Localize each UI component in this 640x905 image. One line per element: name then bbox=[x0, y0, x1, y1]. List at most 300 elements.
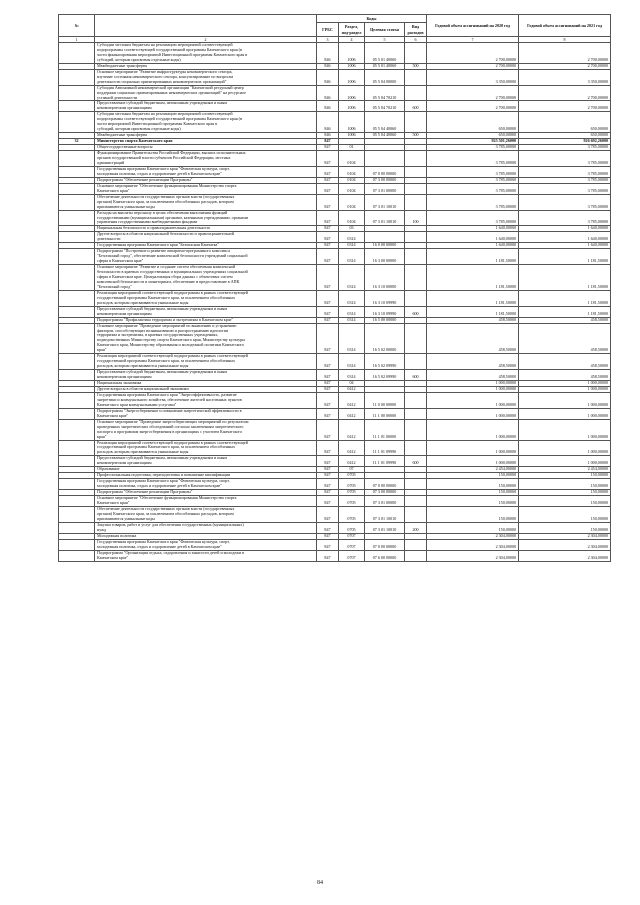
row-target-article: 07 3 00 00000 bbox=[365, 490, 405, 496]
row-amount-2021: 1 181,50000 bbox=[519, 265, 611, 291]
row-number bbox=[59, 232, 95, 243]
row-name-line: молодежная политика, отдых и оздоровление детей в Камчатском крае" bbox=[97, 543, 222, 549]
row-number bbox=[59, 43, 95, 64]
row-section: 1006 bbox=[339, 112, 365, 133]
row-amount-2020: 1 640,00000 bbox=[427, 243, 519, 249]
row-name bbox=[95, 101, 317, 112]
row-grbs: 847 bbox=[317, 506, 339, 522]
table-row bbox=[59, 440, 611, 456]
row-target-article: 07 0 00 00000 bbox=[365, 166, 405, 177]
row-number bbox=[59, 249, 95, 265]
row-name-line: субсидий, которым присвоены отдельные коды) bbox=[97, 56, 181, 62]
row-name-line: Государственная программа Камчатского края "Безопасная Камчатка" bbox=[97, 242, 219, 248]
row-grbs: 847 bbox=[317, 210, 339, 226]
row-grbs: 847 bbox=[317, 232, 339, 243]
row-amount-2020: 3 350,00000 bbox=[427, 69, 519, 85]
row-number bbox=[59, 354, 95, 370]
row-amount-2020: 150,00000 bbox=[427, 479, 519, 490]
column-number: 2 bbox=[95, 37, 317, 43]
row-expense-type bbox=[405, 496, 427, 507]
row-name bbox=[95, 43, 317, 64]
row-number bbox=[59, 194, 95, 210]
row-grbs: 847 bbox=[317, 387, 339, 393]
row-name-line: Камчатского края" bbox=[97, 500, 130, 506]
row-target-article: 11 1 01 09990 bbox=[365, 456, 405, 467]
row-amount-2021: 2 304,00000 bbox=[519, 550, 611, 561]
row-section: 0104 bbox=[339, 151, 365, 167]
row-number bbox=[59, 419, 95, 440]
row-expense-type bbox=[405, 539, 427, 550]
row-number bbox=[59, 69, 95, 85]
row-amount-2020: 3 785,00000 bbox=[427, 166, 519, 177]
row-target-article: 11 0 00 00000 bbox=[365, 392, 405, 408]
row-target-article: 16 0 00 00000 bbox=[365, 243, 405, 249]
row-number bbox=[59, 306, 95, 317]
row-expense-type: 500 bbox=[405, 133, 427, 139]
row-target-article: 16 3 00 00000 bbox=[365, 249, 405, 265]
row-amount-2020: 1 181,50000 bbox=[427, 306, 519, 317]
row-name bbox=[95, 194, 317, 210]
row-name-line: Государственная программа Камчатского края "Энергоэффективность, развитие bbox=[97, 392, 237, 397]
row-amount-2021: 458,50000 bbox=[519, 323, 611, 354]
table-row bbox=[59, 522, 611, 533]
row-expense-type bbox=[405, 354, 427, 370]
table-row bbox=[59, 392, 611, 408]
row-section: 04 bbox=[339, 381, 365, 387]
row-expense-type bbox=[405, 265, 427, 291]
row-section: 0104 bbox=[339, 166, 365, 177]
row-number: 32 bbox=[59, 139, 95, 145]
row-number bbox=[59, 539, 95, 550]
row-section: 0707 bbox=[339, 533, 365, 539]
row-grbs: 847 bbox=[317, 145, 339, 151]
row-amount-2021: 3 785,00000 bbox=[519, 210, 611, 226]
row-amount-2020: 150,00000 bbox=[427, 506, 519, 522]
row-name bbox=[95, 69, 317, 85]
row-expense-type bbox=[405, 550, 427, 561]
row-name-line: факторов, способствующих возникновению и распространению идеологии bbox=[97, 327, 229, 333]
row-amount-2021: 150,00000 bbox=[519, 506, 611, 522]
table-row bbox=[59, 323, 611, 354]
table-row bbox=[59, 496, 611, 507]
row-amount-2021: 1 000,00000 bbox=[519, 381, 611, 387]
row-section: 0314 bbox=[339, 354, 365, 370]
row-grbs: 847 bbox=[317, 151, 339, 167]
row-section: 0412 bbox=[339, 392, 365, 408]
row-grbs: 846 bbox=[317, 43, 339, 64]
row-name bbox=[95, 550, 317, 561]
row-name-line: Государственная программа Камчатского края "Физическая культура, спорт, bbox=[97, 539, 230, 544]
row-name bbox=[95, 249, 317, 265]
row-name-line: Обеспечение деятельности государственных органов власти (государственных bbox=[97, 506, 235, 511]
row-grbs: 847 bbox=[317, 354, 339, 370]
row-section: 0705 bbox=[339, 479, 365, 490]
row-amount-2021: 1 640,00000 bbox=[519, 232, 611, 243]
row-amount-2021: 1 181,50000 bbox=[519, 249, 611, 265]
table-row bbox=[59, 370, 611, 381]
row-amount-2020: 2 304,00000 bbox=[427, 533, 519, 539]
row-amount-2020: 3 785,00000 bbox=[427, 145, 519, 151]
row-section: 0412 bbox=[339, 456, 365, 467]
row-number bbox=[59, 101, 95, 112]
row-name-line: нужд bbox=[97, 526, 107, 532]
row-section: 0705 bbox=[339, 506, 365, 522]
row-amount-2021: 1 640,00000 bbox=[519, 226, 611, 232]
row-number bbox=[59, 479, 95, 490]
row-name-line: Профессиональная подготовка, переподготовка и повышение квалификации bbox=[97, 472, 231, 478]
row-expense-type: 500 bbox=[405, 63, 427, 69]
row-section: 0314 bbox=[339, 323, 365, 354]
row-section: 0314 bbox=[339, 317, 365, 323]
row-name-line: присваиваются уникальные коды bbox=[97, 203, 155, 209]
row-amount-2021: 3 785,00000 bbox=[519, 166, 611, 177]
row-name-line: Субсидии местным бюджетам на реализацию мероприятий соответствующей bbox=[97, 42, 233, 47]
row-section: 0705 bbox=[339, 473, 365, 479]
row-name-line: государственной программы Камчатского края, за исключением обособленных bbox=[97, 444, 235, 450]
row-amount-2020: 925 501,26000 bbox=[427, 139, 519, 145]
row-amount-2021: 2 700,00000 bbox=[519, 85, 611, 101]
header-codes: Коды bbox=[317, 15, 427, 23]
row-name bbox=[95, 456, 317, 467]
row-target-article bbox=[365, 151, 405, 167]
row-amount-2020: 3 785,00000 bbox=[427, 210, 519, 226]
row-expense-type: 100 bbox=[405, 210, 427, 226]
row-amount-2021: 1 000,00000 bbox=[519, 440, 611, 456]
row-amount-2021: 150,00000 bbox=[519, 522, 611, 533]
row-amount-2021: 150,00000 bbox=[519, 473, 611, 479]
header-amount-2021: Годовой объем ассигнований на 2021 год bbox=[519, 15, 611, 37]
row-expense-type bbox=[405, 249, 427, 265]
row-name-line: Подпрограмма "Построение и развитие аппаратно-программного комплекса bbox=[97, 248, 231, 254]
row-amount-2021: 150,00000 bbox=[519, 496, 611, 507]
row-name-line: Основное мероприятие "Обеспечение функционирования Министерства спорта bbox=[97, 495, 237, 501]
row-name bbox=[95, 506, 317, 522]
row-amount-2021: 2 700,00000 bbox=[519, 43, 611, 64]
row-name-line: органов) Камчатского края, за исключением обособленных расходов, которым bbox=[97, 198, 234, 204]
row-grbs: 847 bbox=[317, 490, 339, 496]
row-expense-type bbox=[405, 392, 427, 408]
row-section: 0707 bbox=[339, 539, 365, 550]
row-amount-2021: 2 454,00000 bbox=[519, 467, 611, 473]
row-name-line: Подпрограмма "Профилактика терроризма и экстремизма в Камчатском крае" bbox=[97, 317, 234, 322]
row-target-article: 07 3 01 10010 bbox=[365, 210, 405, 226]
row-amount-2021: 458,50000 bbox=[519, 317, 611, 323]
row-section: 0412 bbox=[339, 408, 365, 419]
row-name-line: субсидий, которым присвоены отдельные коды) bbox=[97, 126, 181, 132]
row-grbs: 847 bbox=[317, 177, 339, 183]
row-expense-type bbox=[405, 166, 427, 177]
row-name-line: Предоставление субсидий бюджетным, автономным учреждениям и иным bbox=[97, 306, 227, 311]
row-section: 01 bbox=[339, 145, 365, 151]
row-target-article: 05 5 04 40060 bbox=[365, 133, 405, 139]
row-amount-2020: 1 000,00000 bbox=[427, 392, 519, 408]
row-expense-type bbox=[405, 194, 427, 210]
row-name-line: Другие вопросы в области национальной экономики bbox=[97, 386, 189, 391]
row-section: 0412 bbox=[339, 419, 365, 440]
row-amount-2021: 1 000,00000 bbox=[519, 392, 611, 408]
row-name-line: Субсидия Автономной некоммерческой организации "Камчатский ресурсный центр bbox=[97, 85, 244, 90]
table-row bbox=[59, 43, 611, 64]
row-amount-2021: 2 304,00000 bbox=[519, 533, 611, 539]
row-amount-2021: 3 785,00000 bbox=[519, 151, 611, 167]
row-name-line: подведомственных Министерству спорта Камчатского края, Министерству культуры bbox=[97, 337, 245, 343]
row-amount-2020: 1 000,00000 bbox=[427, 408, 519, 419]
table-row bbox=[59, 85, 611, 101]
row-number bbox=[59, 290, 95, 306]
row-name-line: расходов, которым присваиваются уникальные коды bbox=[97, 363, 189, 369]
row-grbs: 846 bbox=[317, 85, 339, 101]
row-target-article: 07 3 01 00000 bbox=[365, 183, 405, 194]
row-section: 0104 bbox=[339, 183, 365, 194]
row-number bbox=[59, 522, 95, 533]
row-amount-2020: 150,00000 bbox=[427, 496, 519, 507]
row-amount-2020: 458,50000 bbox=[427, 370, 519, 381]
row-name-line: Национальная безопасность и правоохранительная деятельность bbox=[97, 225, 211, 231]
row-target-article: 16 5 00 00000 bbox=[365, 317, 405, 323]
row-amount-2020: 2 304,00000 bbox=[427, 550, 519, 561]
row-expense-type: 600 bbox=[405, 101, 427, 112]
row-number bbox=[59, 265, 95, 291]
row-amount-2021: 3 785,00000 bbox=[519, 177, 611, 183]
table-row bbox=[59, 456, 611, 467]
row-target-article: 16 5 02 09990 bbox=[365, 370, 405, 381]
row-amount-2021: 1 000,00000 bbox=[519, 408, 611, 419]
row-number bbox=[59, 456, 95, 467]
row-target-article: 16 3 10 09990 bbox=[365, 290, 405, 306]
row-name-line: администраций bbox=[97, 159, 125, 165]
row-name-line: Реализация мероприятий соответствующей подпрограммы в рамках соответствующей bbox=[97, 290, 248, 295]
row-name-line: Другие вопросы в области национальной безопасности и правоохранительной bbox=[97, 231, 234, 237]
row-name bbox=[95, 370, 317, 381]
row-grbs: 847 bbox=[317, 370, 339, 381]
row-amount-2020: 1 000,00000 bbox=[427, 440, 519, 456]
row-name-line: Камчатском крае" bbox=[97, 412, 129, 418]
row-grbs: 847 bbox=[317, 194, 339, 210]
budget-table bbox=[58, 14, 611, 562]
row-name-line: Подпрограмма "Обеспечение реализации Программы" bbox=[97, 177, 193, 182]
row-expense-type bbox=[405, 323, 427, 354]
row-section: 0314 bbox=[339, 265, 365, 291]
row-name-line: части финансирования мероприятий Инвестиционной программы Камчатского края в bbox=[97, 51, 248, 57]
row-name-line: "Безопасный город", обеспечение комплексной безопасности учреждений социальной bbox=[97, 253, 248, 259]
table-row bbox=[59, 354, 611, 370]
row-amount-2020: 1 000,00000 bbox=[427, 387, 519, 393]
row-grbs: 847 bbox=[317, 243, 339, 249]
row-expense-type bbox=[405, 183, 427, 194]
row-name bbox=[95, 392, 317, 408]
table-row bbox=[59, 194, 611, 210]
row-number bbox=[59, 506, 95, 522]
row-amount-2021: 3 785,00000 bbox=[519, 183, 611, 194]
row-amount-2020: 458,50000 bbox=[427, 317, 519, 323]
row-grbs: 846 bbox=[317, 133, 339, 139]
row-target-article: 16 3 10 09990 bbox=[365, 306, 405, 317]
row-number bbox=[59, 210, 95, 226]
row-expense-type: 600 bbox=[405, 456, 427, 467]
row-name-line: Предоставление субсидий бюджетным, автономным учреждениям и иным bbox=[97, 100, 227, 106]
row-target-article: 05 5 01 40060 bbox=[365, 63, 405, 69]
row-amount-2020: 3 785,00000 bbox=[427, 194, 519, 210]
row-name bbox=[95, 290, 317, 306]
row-grbs: 847 bbox=[317, 290, 339, 306]
row-expense-type bbox=[405, 232, 427, 243]
row-grbs: 847 bbox=[317, 226, 339, 232]
row-expense-type bbox=[405, 69, 427, 85]
row-name-line: Министерство спорта Камчатского края bbox=[97, 138, 173, 144]
row-name bbox=[95, 479, 317, 490]
row-name-line: Предоставление субсидий бюджетным, автономным учреждениям и иным bbox=[97, 369, 227, 375]
row-amount-2020: 1 181,50000 bbox=[427, 265, 519, 291]
row-grbs: 847 bbox=[317, 249, 339, 265]
row-grbs: 846 bbox=[317, 63, 339, 69]
row-amount-2020: 2 700,00000 bbox=[427, 43, 519, 64]
row-name-line: Национальная экономика bbox=[97, 380, 142, 386]
row-target-article: 16 5 02 00000 bbox=[365, 323, 405, 354]
row-name-line: энергетики и коммунального хозяйства, обеспечение жителей населенных пунктов bbox=[97, 396, 242, 402]
row-grbs: 847 bbox=[317, 440, 339, 456]
row-name-line: Функционирование Правительства Российской Федерации, высших исполнительных bbox=[97, 150, 246, 156]
row-name-line: государственными (муниципальными) органами, казенными учреждениями, органами bbox=[97, 214, 249, 220]
row-target-article: 07 3 01 00000 bbox=[365, 496, 405, 507]
row-amount-2020: 1 181,50000 bbox=[427, 290, 519, 306]
row-name-line: подпрограммы соответствующей государственной программы Камчатского края (в bbox=[97, 46, 242, 52]
row-section: 0104 bbox=[339, 177, 365, 183]
row-name-line: паспорта и программам энергосбережения в организациях с участием Камчатского bbox=[97, 428, 243, 434]
row-name bbox=[95, 210, 317, 226]
row-target-article: 11 1 01 00000 bbox=[365, 419, 405, 440]
row-section: 1006 bbox=[339, 43, 365, 64]
row-name bbox=[95, 183, 317, 194]
row-expense-type: 200 bbox=[405, 522, 427, 533]
row-grbs: 847 bbox=[317, 306, 339, 317]
row-name bbox=[95, 408, 317, 419]
row-name-line: Камчатского края коммунальными услугами" bbox=[97, 401, 177, 407]
row-amount-2020: 1 640,00000 bbox=[427, 226, 519, 232]
row-name-line: Основное мероприятие "Обеспечение функционирования Министерства спорта bbox=[97, 183, 237, 188]
row-number bbox=[59, 112, 95, 133]
row-expense-type bbox=[405, 440, 427, 456]
row-number bbox=[59, 550, 95, 561]
table-row bbox=[59, 101, 611, 112]
table-row bbox=[59, 539, 611, 550]
row-grbs: 847 bbox=[317, 323, 339, 354]
row-name-line: расходов, которым присваиваются уникальные коды bbox=[97, 449, 189, 455]
row-amount-2021: 3 350,00000 bbox=[519, 69, 611, 85]
row-amount-2020: 1 000,00000 bbox=[427, 419, 519, 440]
row-expense-type: 600 bbox=[405, 306, 427, 317]
row-section: 0314 bbox=[339, 290, 365, 306]
row-name-line: изучение состояния некоммерческого сектора, консультирование по вопросам bbox=[97, 73, 234, 79]
row-amount-2020: 150,00000 bbox=[427, 473, 519, 479]
row-target-article: 07 0 00 00000 bbox=[365, 479, 405, 490]
row-expense-type bbox=[405, 408, 427, 419]
row-grbs: 847 bbox=[317, 381, 339, 387]
row-section: 0412 bbox=[339, 440, 365, 456]
row-name bbox=[95, 85, 317, 101]
row-name-line: Основное мероприятие "Проведение энергосберегающих мероприятий по результатам bbox=[97, 419, 249, 424]
row-amount-2020: 150,00000 bbox=[427, 522, 519, 533]
column-number: 7 bbox=[427, 37, 519, 43]
row-name-line: безопасности в краевых государственных и муниципальных учреждениях социальной bbox=[97, 269, 248, 275]
row-name-line: Основное мероприятие "Проведение мероприятий по выявлению и устранению bbox=[97, 323, 237, 328]
row-target-article: 16 3 10 00000 bbox=[365, 265, 405, 291]
row-name-line: уставной деятельности bbox=[97, 94, 138, 100]
row-name-line: Камчатском крае" bbox=[97, 554, 129, 560]
row-target-article: 05 5 04 00000 bbox=[365, 69, 405, 85]
table-row bbox=[59, 69, 611, 85]
table-row bbox=[59, 419, 611, 440]
row-name-line: органов) Камчатского края, за исключением обособленных расходов, которым bbox=[97, 510, 234, 516]
row-target-article bbox=[365, 232, 405, 243]
table-row bbox=[59, 306, 611, 317]
row-section: 0412 bbox=[339, 387, 365, 393]
row-amount-2021: 2 700,00000 bbox=[519, 63, 611, 69]
row-amount-2021: 650,00000 bbox=[519, 112, 611, 133]
row-name bbox=[95, 306, 317, 317]
row-name-line: Подпрограмма "Организация отдыха, оздоровления и занятости детей и молодежи в bbox=[97, 550, 245, 555]
row-target-article: 07 6 00 00000 bbox=[365, 550, 405, 561]
row-grbs: 847 bbox=[317, 166, 339, 177]
row-section: 0104 bbox=[339, 194, 365, 210]
row-amount-2020: 3 785,00000 bbox=[427, 183, 519, 194]
row-expense-type bbox=[405, 479, 427, 490]
table-row bbox=[59, 112, 611, 133]
row-name-line: молодежная политика, отдых и оздоровление детей в Камчатском крае" bbox=[97, 170, 222, 176]
column-number: 8 bbox=[519, 37, 611, 43]
row-section: 0314 bbox=[339, 232, 365, 243]
row-number bbox=[59, 323, 95, 354]
row-name-line: Межбюджетные трансферты bbox=[97, 132, 148, 138]
row-amount-2020: 1 000,00000 bbox=[427, 381, 519, 387]
row-grbs: 847 bbox=[317, 539, 339, 550]
row-section: 0314 bbox=[339, 306, 365, 317]
row-amount-2020: 458,50000 bbox=[427, 354, 519, 370]
row-amount-2021: 150,00000 bbox=[519, 490, 611, 496]
budget-table-body bbox=[59, 43, 611, 562]
row-amount-2021: 1 640,00000 bbox=[519, 243, 611, 249]
row-section: 0705 bbox=[339, 490, 365, 496]
row-expense-type bbox=[405, 419, 427, 440]
row-grbs: 847 bbox=[317, 408, 339, 419]
row-section: 07 bbox=[339, 467, 365, 473]
row-grbs: 847 bbox=[317, 265, 339, 291]
row-name-line: части мероприятий Инвестиционной программы Камчатского края в bbox=[97, 121, 218, 127]
row-name bbox=[95, 232, 317, 243]
row-amount-2020: 3 785,00000 bbox=[427, 177, 519, 183]
row-section: 0707 bbox=[339, 550, 365, 561]
row-amount-2021: 926 692,26000 bbox=[519, 139, 611, 145]
row-amount-2021: 458,50000 bbox=[519, 370, 611, 381]
row-grbs: 847 bbox=[317, 533, 339, 539]
row-grbs: 847 bbox=[317, 467, 339, 473]
row-name bbox=[95, 539, 317, 550]
row-section: 1006 bbox=[339, 133, 365, 139]
row-number bbox=[59, 392, 95, 408]
row-name-line: управления государственными внебюджетными фондами bbox=[97, 219, 198, 225]
row-name bbox=[95, 440, 317, 456]
table-row bbox=[59, 166, 611, 177]
row-grbs: 846 bbox=[317, 69, 339, 85]
row-name bbox=[95, 419, 317, 440]
table-row bbox=[59, 183, 611, 194]
row-amount-2021: 1 000,00000 bbox=[519, 387, 611, 393]
row-name-line: Основное мероприятие "Развитие инфраструктуры некоммерческого сектора, bbox=[97, 69, 233, 74]
row-name-line: расходов, которым присваиваются уникальные коды bbox=[97, 299, 189, 305]
row-amount-2020: 458,50000 bbox=[427, 323, 519, 354]
row-grbs: 846 bbox=[317, 101, 339, 112]
row-grbs: 847 bbox=[317, 522, 339, 533]
row-name-line: края" bbox=[97, 347, 107, 353]
